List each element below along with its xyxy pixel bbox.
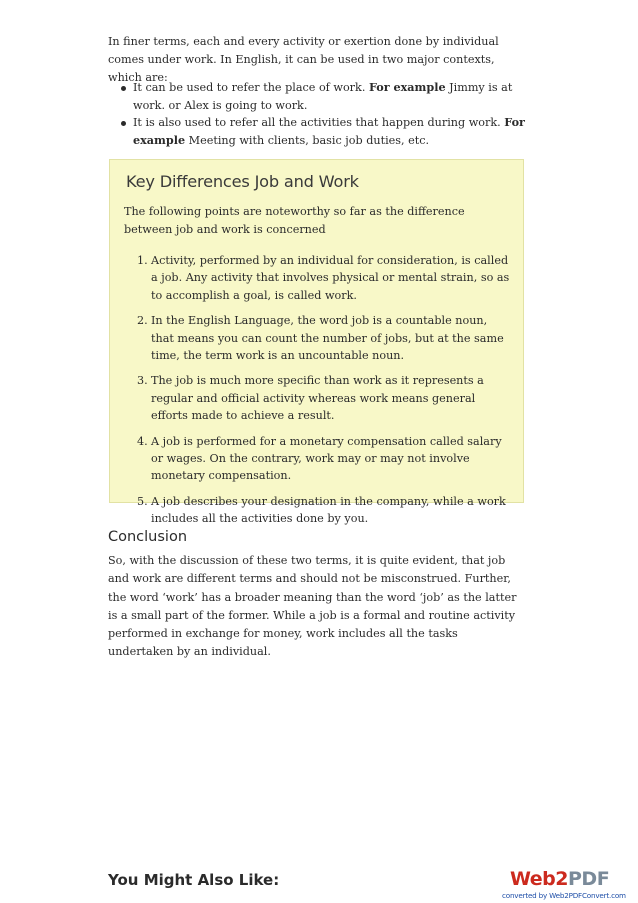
context-bullet-list (108, 79, 528, 149)
conclusion-paragraph: So, with the discussion of these two terms, it is quite evident, that job and work are different terms and should not be misconstrued. Further, the word ‘work’ has a broader meaning than the word ‘job’ as the latter is a small part of the former. While a job is a formal and routine activity performed in exchange for money, work includes all the tasks undertaken by an individual. (108, 554, 517, 659)
bullet-dot-icon (121, 121, 126, 126)
list-item: 4. A job is performed for a monetary compensation called salary or wages. On the contrary, work may or may not involve monetary compensation. (137, 434, 502, 483)
key-differences-box (109, 159, 524, 526)
web2pdf-logo[interactable] (502, 868, 626, 900)
web2pdf-logo-icon: Web2PDF (510, 868, 610, 890)
key-differences-intro: The following points are noteworthy so far as the difference between job and work is concerned (124, 205, 465, 236)
you-might-also-like-heading: You Might Also Like: (108, 871, 280, 889)
list-item: It can be used to refer the place of work. For example Jimmy is at work. or Alex is going to work. (108, 79, 528, 114)
list-item: 1. Activity, performed by an individual for consideration, is called a job. Any activity that involves physical or mental strain, so as to accomplish a goal, is called work. (137, 254, 510, 302)
list-item: 3. The job is much more specific than work as it represents a regular and official activity whereas work means general efforts made to achieve a result. (137, 374, 484, 423)
conclusion-heading: Conclusion (108, 529, 188, 545)
list-item: 2. In the English Language, the word job is a countable noun, that means you can count the number of jobs, but at the same time, the term work is an uncountable noun. (137, 314, 504, 363)
intro-paragraph: In finer terms, each and every activity or exertion done by individual comes under work. In English, it can be used in two major contexts, which are: (108, 35, 499, 84)
bullet-dot-icon (121, 86, 126, 91)
list-item: It is also used to refer all the activities that happen during work. For example Meeting with clients, basic job duties, etc. (108, 114, 528, 149)
key-differences-title: Key Differences Job and Work (126, 172, 359, 191)
key-differences-list (124, 252, 512, 536)
list-item: 5. A job describes your designation in the company, while a work includes all the activities done by you. (137, 494, 506, 526)
converted-by-link[interactable]: converted by Web2PDFConvert.com (502, 891, 626, 900)
